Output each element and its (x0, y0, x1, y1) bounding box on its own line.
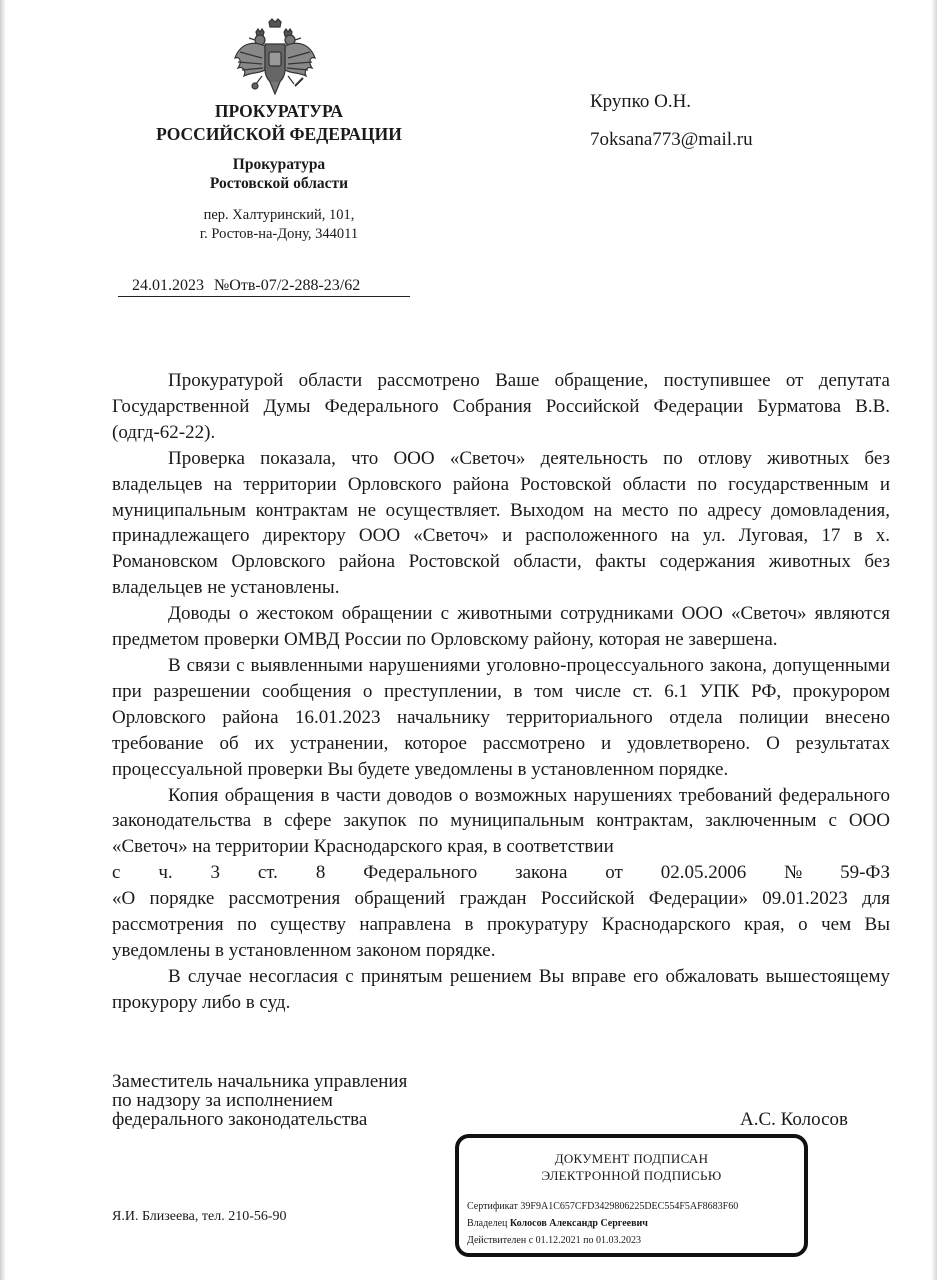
stamp-validity-label: Действителен (467, 1235, 527, 1246)
page-edge-shadow-left (0, 0, 6, 1280)
spread-word: ст. (257, 862, 278, 884)
stamp-validity-row (467, 1232, 738, 1249)
paragraph-5-part-a: Копия обращения в части доводов о возможных нарушениях требований федерального законодательства в сфере закупок по муниципальным контрактам, заключенным с ООО «Светоч» на территории Краснодарского края, в соответствии (112, 784, 890, 858)
letter-body (112, 368, 890, 1016)
document-number: №Отв-07/2-288-23/62 (214, 277, 361, 294)
spread-word: 3 (210, 862, 220, 884)
stamp-owner-label: Владелец (467, 1218, 508, 1229)
stamp-title-line1: ДОКУМЕНТ ПОДПИСАН (554, 1151, 709, 1166)
stamp-validity-to-prefix: по (583, 1235, 594, 1246)
spread-word: закона (515, 862, 568, 884)
signer-name: А.С. Колосов (740, 1109, 848, 1130)
issuer-block (120, 100, 438, 244)
stamp-certificate-row (467, 1198, 738, 1215)
spread-word: Федерального (363, 862, 478, 884)
outgoing-reference (118, 276, 410, 297)
stamp-validity-from: 01.12.2021 (535, 1235, 581, 1246)
executor-contact: Я.И. Близеева, тел. 210-56-90 (112, 1209, 287, 1224)
sub-org-line2: Ростовской области (209, 175, 349, 192)
signer-position-line1: Заместитель начальника управления (112, 1071, 408, 1092)
signer-position-line2: по надзору за исполнением (112, 1090, 333, 1111)
signer-position (112, 1072, 407, 1129)
paragraph-2: Проверка показала, что ООО «Светоч» деятельность по отлову животных без владельцев на территории Орловского района Ростовской области по государственным и муниципальным контрактам не осуществляет. Выходом на место по адресу домовладения, принадлежащего директору ООО «Светоч» и расположенного на ул. Луговая, 17 в х. Романовском Орловского района Ростовской области, факты содержания животных без владельцев не установлены. (112, 447, 890, 599)
paragraph-3: Доводы о жестоком обращении с животными сотрудниками ООО «Светоч» являются предметом проверки ОМВД России по Орловскому району, которая не завершена. (112, 603, 890, 651)
stamp-validity-to: 01.03.2023 (596, 1235, 642, 1246)
address-line1: пер. Халтуринский, 101, (203, 207, 355, 223)
page-edge-shadow-right (931, 0, 937, 1280)
document-date: 24.01.2023 (132, 277, 204, 294)
org-name-line2: РОССИЙСКОЙ ФЕДЕРАЦИИ (156, 124, 402, 144)
spread-word: № (784, 862, 803, 884)
stamp-owner-value: Колосов Александр Сергеевич (509, 1218, 648, 1229)
paragraph-4: В связи с выявленными нарушениями уголовно-процессуального закона, допущенными при разрешении сообщения о преступлении, в том числе ст. 6.1 УПК РФ, прокурором Орловского района 16.01.2023 начальнику территориального отдела полиции внесено требование об их устранении, которое рассмотрено и удовлетворено. О результатах процессуальной проверки Вы будете уведомлены в установленном порядке. (112, 654, 890, 780)
recipient-name: Крупко О.Н. (590, 91, 692, 112)
paragraph-6: В случае несогласия с принятым решением Вы вправе его обжаловать вышестоящему прокурору либо в суд. (112, 965, 890, 1013)
recipient-block (590, 90, 753, 166)
spread-word: 02.05.2006 (660, 862, 747, 884)
paragraph-5-spread-line (112, 860, 890, 886)
stamp-title-line2: ЭЛЕКТРОННОЙ ПОДПИСЬЮ (541, 1168, 722, 1183)
paragraph-5-part-c: «О порядке рассмотрения обращений граждан Российской Федерации» 09.01.2023 для рассмотрения по существу направлена в прокуратуру Краснодарского края, о чем Вы уведомлены в установленном законом порядке. (112, 888, 890, 961)
stamp-certificate-label: Сертификат (467, 1201, 518, 1212)
recipient-email: 7oksana773@mail.ru (590, 129, 753, 150)
electronic-signature-stamp (455, 1134, 808, 1257)
spread-word: от (605, 862, 623, 884)
spread-word: 8 (315, 862, 326, 884)
spread-word: с (112, 862, 121, 884)
stamp-certificate-value: 39F9A1C657CFD3429806225DEC554F5AF8683F60 (520, 1201, 739, 1212)
stamp-owner-row (467, 1215, 738, 1232)
spread-word: ч. (158, 862, 173, 884)
paragraph-1: Прокуратурой области рассмотрено Ваше обращение, поступившее от депутата Государственной Думы Федерального Собрания Российской Федерации Бурматова В.В. (одгд-62-22). (112, 370, 890, 443)
double-headed-eagle-emblem-icon (232, 18, 318, 98)
spread-word: 59-ФЗ (840, 862, 890, 884)
stamp-validity-from-prefix: с (528, 1235, 534, 1246)
signer-position-line3: федерального законодательства (112, 1109, 368, 1130)
org-name-line1: ПРОКУРАТУРА (214, 101, 344, 121)
sub-org-line1: Прокуратура (232, 156, 326, 173)
address-line2: г. Ростов-на-Дону, 344011 (199, 226, 359, 242)
